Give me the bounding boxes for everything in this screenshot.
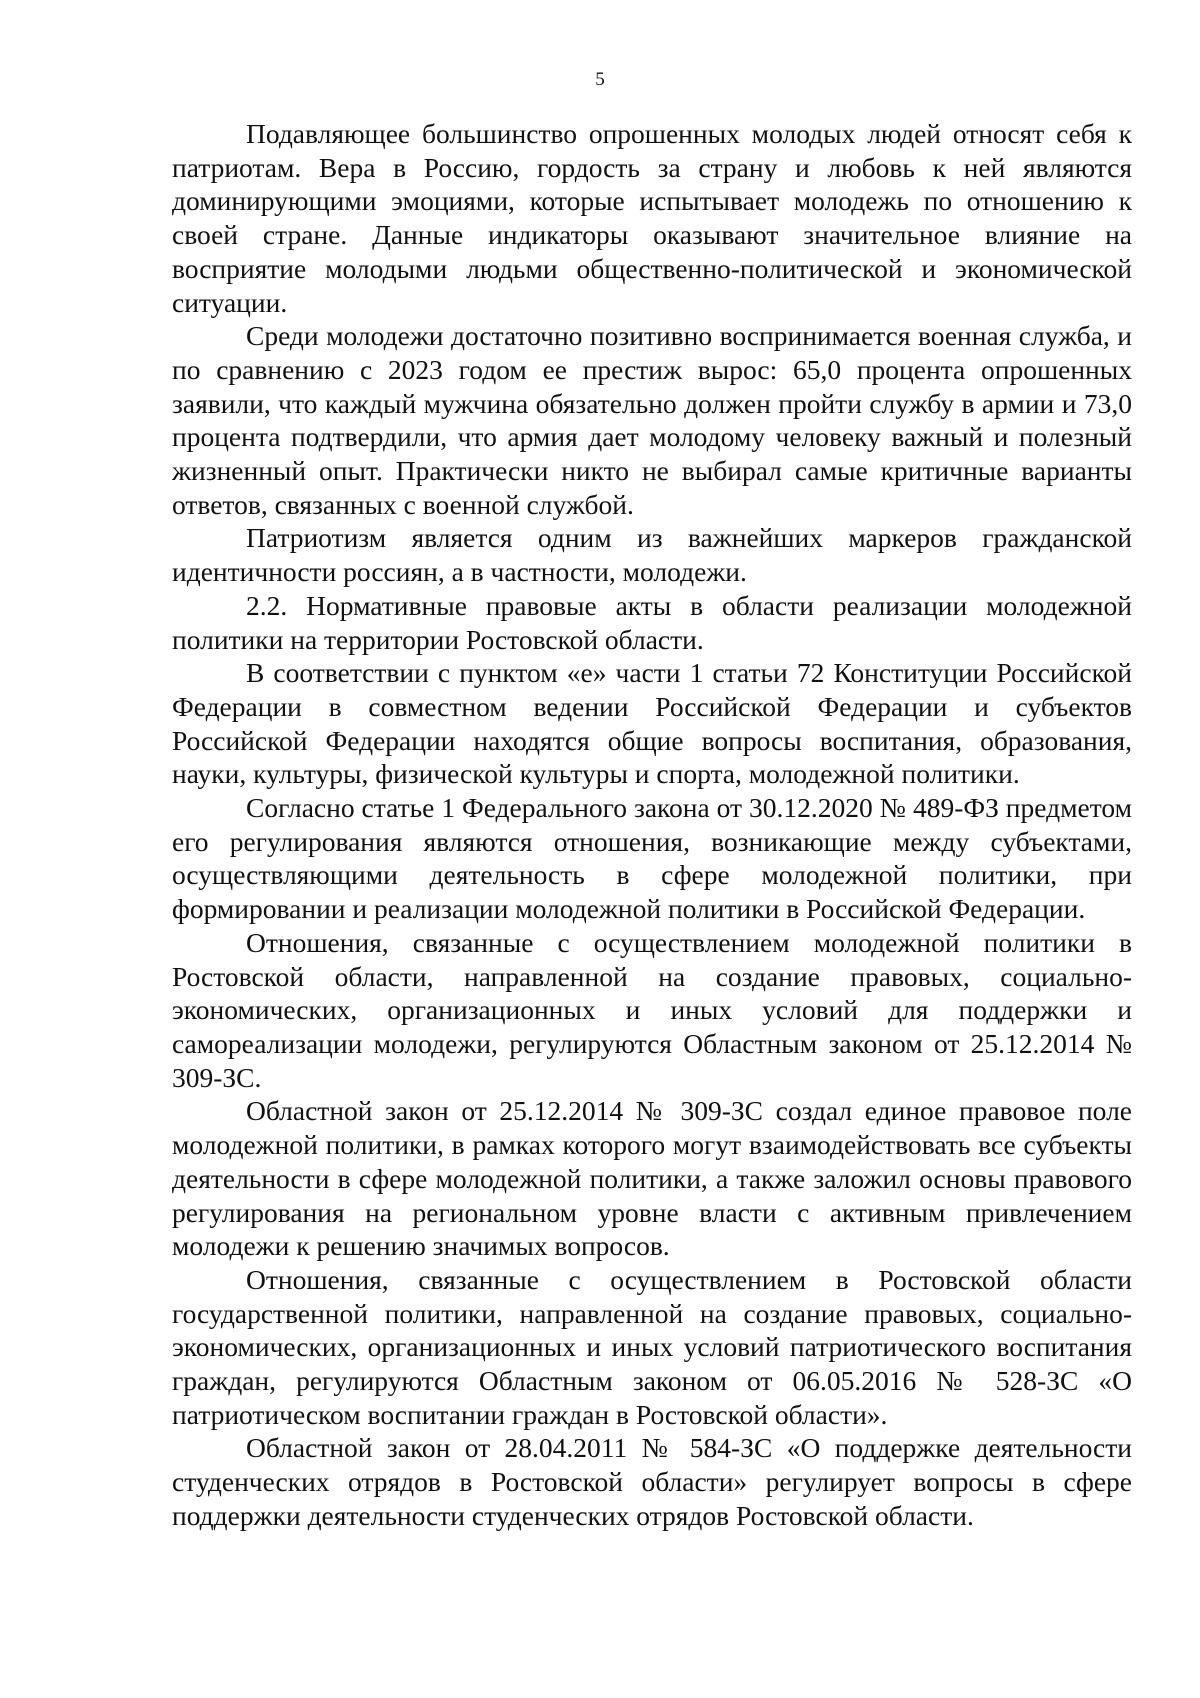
paragraph-military-service: Среди молодежи достаточно позитивно воспринимается военная служба, и по сравнению с 2023 годом ее престиж вырос: 65,0 процента опрошенных заявили, что каждый мужчина обязательно должен пройти службу в армии и 73,0 процента подтвердили, что армия дает молодому человеку важный и полезный жизненный опыт. Практически никто не выбирал самые критичные варианты ответов, связанных с военной службой. [172,320,1132,520]
paragraph-regional-law-309-effect: Областной закон от 25.12.2014 № 309-ЗС создал единое правовое поле молодежной политики, в рамках которого могут взаимодействовать все субъекты деятельности в сфере молодежной политики, а также заложил основы правового регулирования на региональном уровне власти с активным привлечением молодежи к решению значимых вопросов. [172,1095,1132,1262]
paragraph-federal-law-489: Согласно статье 1 Федерального закона от 30.12.2020 № 489-ФЗ предметом его регулирования являются отношения, возникающие между субъектами, осуществляющими деятельность в сфере молодежной политики, при формировании и реализации молодежной политики в Российской Федерации. [172,792,1132,925]
section-heading-2-2: 2.2. Нормативные правовые акты в области реализации молодежной политики на территории Ростовской области. [172,589,1132,655]
paragraph-civic-identity: Патриотизм является одним из важнейших маркеров гражданской идентичности россиян, а в частности, молодежи. [172,522,1132,588]
document-body [172,117,1132,1533]
paragraph-regional-law-309-scope: Отношения, связанные с осуществлением молодежной политики в Ростовской области, направленной на создание правовых, социально-экономических, организационных и иных условий для поддержки и самореализации молодежи, регулируются Областным законом от 25.12.2014 № 309-ЗС. [172,926,1132,1093]
paragraph-regional-law-584: Областной закон от 28.04.2011 № 584-ЗС «О поддержке деятельности студенческих отрядов в Ростовской области» регулирует вопросы в сфере поддержки деятельности студенческих отрядов Ростовской области. [172,1432,1132,1531]
page-number: 5 [595,69,605,90]
paragraph-youth-patriotism: Подавляющее большинство опрошенных молодых людей относят себя к патриотам. Вера в Россию, гордость за страну и любовь к ней являются доминирующими эмоциями, которые испытывает молодежь по отношению к своей стране. Данные индикаторы оказывают значительное влияние на восприятие молодыми людьми общественно-политической и экономической ситуации. [172,118,1132,318]
paragraph-regional-law-528: Отношения, связанные с осуществлением в Ростовской области государственной политики, направленной на создание правовых, социально-экономических, организационных и иных условий патриотического воспитания граждан, регулируются Областным законом от 06.05.2016 № 528-ЗС «О патриотическом воспитании граждан в Ростовской области». [172,1263,1132,1430]
paragraph-constitution: В соответствии с пунктом «е» части 1 статьи 72 Конституции Российской Федерации в совместном ведении Российской Федерации и субъектов Российской Федерации находятся общие вопросы воспитания, образования, науки, культуры, физической культуры и спорта, молодежной политики. [172,657,1132,790]
